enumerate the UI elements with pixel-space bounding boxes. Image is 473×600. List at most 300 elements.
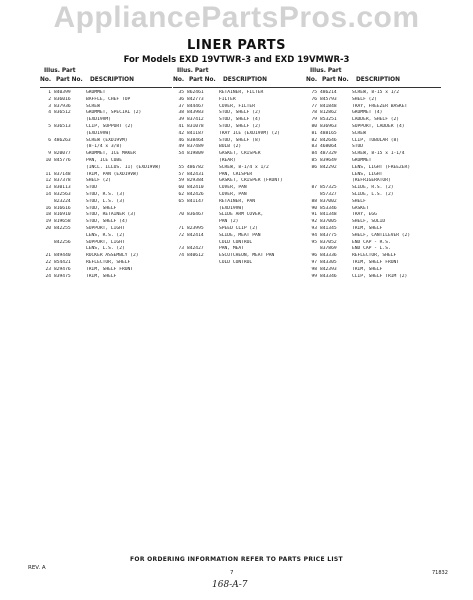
part-number: 849440 xyxy=(54,253,71,259)
part-description: COVER, PAN xyxy=(219,185,247,191)
illus-number: 78 xyxy=(311,110,317,116)
part-number: 836513 xyxy=(54,123,71,129)
parts-row xyxy=(306,144,441,151)
parts-row xyxy=(306,110,441,117)
part-number: 845776 xyxy=(54,157,71,163)
illus-number: 97 xyxy=(311,259,317,265)
parts-row xyxy=(173,131,306,138)
ordering-note: FOR ORDERING INFORMATION REFER TO PARTS PRICE LIST xyxy=(130,556,343,563)
part-number: 837412 xyxy=(187,117,204,123)
part-description: TRIM, PAN (EXD19VW) xyxy=(86,171,139,177)
part-number: 840612 xyxy=(187,253,204,259)
illus-number: 94 xyxy=(311,232,317,238)
illus-number xyxy=(173,158,187,165)
column-header xyxy=(173,68,306,88)
parts-row xyxy=(40,90,172,97)
part-description: LENS, LIGHT (FREEZER) xyxy=(352,164,411,170)
illus-number: 96 xyxy=(311,253,317,259)
part-number: 816910 xyxy=(54,212,71,218)
parts-row xyxy=(173,172,306,179)
illus-number xyxy=(40,117,54,124)
illus-number xyxy=(306,178,320,185)
illus-number: 19 xyxy=(45,219,51,225)
part-description: SCREW, 8-15 x 1-1/4 xyxy=(352,151,405,157)
part-description: STUD, SHELF (4) xyxy=(219,117,261,123)
header-illus: Illus. Part xyxy=(310,68,342,74)
part-number: 836467 xyxy=(187,212,204,218)
illus-number: 93 xyxy=(311,225,317,231)
illus-number: 57 xyxy=(178,171,184,177)
illus-number: 1 xyxy=(48,90,51,95)
parts-row xyxy=(173,124,306,131)
part-number: 837148 xyxy=(54,171,71,177)
illus-number: 22 xyxy=(45,259,51,265)
part-description: SCREW, 8-15 x 1/2 xyxy=(352,90,400,95)
parts-row xyxy=(173,185,306,192)
part-number: 841848 xyxy=(320,103,337,109)
illus-number: 91 xyxy=(311,212,317,218)
illus-number: 86 xyxy=(311,164,317,170)
header-description: DESCRIPTION xyxy=(223,77,267,83)
parts-row xyxy=(173,199,306,206)
parts-row xyxy=(306,274,441,281)
illus-number: 5 xyxy=(48,123,51,129)
parts-row xyxy=(306,240,441,247)
part-description: SHELF (2) xyxy=(352,96,377,102)
part-number: 840399 xyxy=(54,90,71,95)
part-number: 838464 xyxy=(187,137,204,143)
parts-row xyxy=(40,131,172,138)
part-number: 842646 xyxy=(320,137,337,143)
part-number: 843305 xyxy=(320,259,337,265)
part-number: 819658 xyxy=(54,219,71,225)
part-number xyxy=(320,178,352,185)
part-description: LENS, LIGHT xyxy=(352,171,383,177)
part-description: STUD xyxy=(86,185,98,191)
illus-number: 60 xyxy=(178,185,184,191)
parts-row xyxy=(40,110,172,117)
parts-row xyxy=(40,104,172,111)
part-number: 816616 xyxy=(54,205,71,211)
part-description: TRAY ICE (EXD19VM) (2) xyxy=(219,130,280,136)
illus-number xyxy=(173,206,187,213)
part-description: COLD CONTROL xyxy=(219,259,253,265)
illus-number xyxy=(306,246,320,253)
illus-number: 76 xyxy=(311,96,317,102)
parts-row xyxy=(40,267,172,274)
part-description: SUPPORT, LADDER (4) xyxy=(352,123,405,129)
illus-number xyxy=(173,240,187,247)
part-description: SLIDE, MEAT PAN xyxy=(219,232,261,238)
parts-row xyxy=(306,138,441,145)
header-illus: Illus. Part xyxy=(177,68,209,74)
parts-row xyxy=(306,185,441,192)
illus-number: 9 xyxy=(48,151,51,157)
illus-number: 14 xyxy=(45,191,51,197)
part-description: SPEED CLIP (2) xyxy=(219,225,258,231)
parts-list xyxy=(306,90,441,280)
part-number: 832563 xyxy=(54,191,71,197)
illus-number: 35 xyxy=(178,90,184,95)
illus-number: 71 xyxy=(178,225,184,231)
illus-number xyxy=(40,240,54,247)
parts-row xyxy=(40,233,172,240)
part-number xyxy=(54,165,86,172)
parts-row xyxy=(173,90,306,97)
part-description: SLIDE, R.S. (2) xyxy=(352,185,394,191)
illus-number: 36 xyxy=(178,96,184,102)
parts-row xyxy=(173,219,306,226)
part-description: TRIM, SHELF xyxy=(86,273,117,279)
parts-row xyxy=(40,274,172,281)
part-number: 854421 xyxy=(54,259,71,265)
parts-row xyxy=(306,97,441,104)
part-description: END CAP - R.S. xyxy=(352,239,391,245)
part-number xyxy=(54,233,86,240)
parts-row xyxy=(40,165,172,172)
illus-number: 46 xyxy=(178,137,184,143)
parts-row xyxy=(306,267,441,274)
parts-row xyxy=(306,206,441,213)
part-description: GROMMET (4) xyxy=(352,110,383,116)
illus-number xyxy=(40,144,54,151)
illus-number: 37 xyxy=(178,103,184,109)
parts-row xyxy=(306,199,441,206)
part-number: 829384 xyxy=(187,178,204,184)
part-number: 486263 xyxy=(54,137,71,143)
part-description: ESCUTCHEON, MEAT PAN xyxy=(219,253,275,259)
illus-number: 55 xyxy=(178,164,184,170)
part-number: 841187 xyxy=(187,130,204,136)
part-number: 836016 xyxy=(54,96,71,102)
illus-number: 4 xyxy=(48,110,51,116)
part-number: 486782 xyxy=(187,164,204,170)
part-number: 853346 xyxy=(320,205,337,211)
part-description: SUPPORT, LIGHT xyxy=(86,225,125,231)
illus-number xyxy=(40,199,54,206)
part-number: 837052 xyxy=(320,239,337,245)
part-number: 837936 xyxy=(54,103,71,109)
illus-number: 88 xyxy=(311,198,317,204)
part-number: 853251 xyxy=(320,117,337,123)
illus-number: 12 xyxy=(45,178,51,184)
illus-number: 49 xyxy=(178,144,184,150)
part-description: TRIM, SHELF xyxy=(352,266,383,272)
part-number xyxy=(187,240,219,247)
part-description: (REFRIGERATOR) xyxy=(352,178,391,184)
parts-row xyxy=(306,246,441,253)
parts-row xyxy=(40,97,172,104)
illus-number: 62 xyxy=(178,191,184,197)
parts-row xyxy=(40,206,172,213)
illus-number: 24 xyxy=(45,273,51,279)
part-number: 488165 xyxy=(320,130,337,136)
illus-number xyxy=(40,246,54,253)
illus-number: 18 xyxy=(45,212,51,218)
part-number: 823995 xyxy=(187,225,204,231)
parts-column-1 xyxy=(40,68,172,280)
part-description: CLIP, SUPPORT (2) xyxy=(86,123,134,129)
part-description: SHELF xyxy=(352,198,366,204)
parts-row xyxy=(173,117,306,124)
parts-row xyxy=(40,172,172,179)
page-subtitle: For Models EXD 19VTWR-3 and EXD 19VMWR-3 xyxy=(123,55,350,65)
part-number: 829476 xyxy=(54,266,71,272)
illus-number: 99 xyxy=(311,273,317,279)
part-number: 842426 xyxy=(187,191,204,197)
illus-number: 20 xyxy=(45,225,51,231)
part-description: LADDER, SHELF (2) xyxy=(352,117,400,123)
parts-row xyxy=(173,240,306,247)
illus-number: 65 xyxy=(178,198,184,204)
part-number: 468064 xyxy=(320,144,337,150)
parts-row xyxy=(306,260,441,267)
part-description: PAN, ICE CUBE xyxy=(86,157,122,163)
part-number xyxy=(54,144,86,151)
header-no: No. xyxy=(40,77,52,83)
part-number xyxy=(54,131,86,138)
handwritten-page-mark: 168-A-7 xyxy=(212,580,248,590)
part-number xyxy=(54,117,86,124)
illus-number: 72 xyxy=(178,232,184,238)
parts-row xyxy=(40,199,172,206)
part-description: SUPPORT, LIGHT xyxy=(86,239,125,245)
part-description: REFLECTOR, SHELF xyxy=(86,259,131,265)
part-number: 842773 xyxy=(187,96,204,102)
parts-list xyxy=(173,90,306,267)
illus-number: 21 xyxy=(45,253,51,259)
parts-row xyxy=(306,104,441,111)
illus-number: 42 xyxy=(178,130,184,136)
illus-number: 84 xyxy=(311,151,317,157)
part-number: 830113 xyxy=(54,185,71,191)
part-number: 843336 xyxy=(320,253,337,259)
part-description: TRIM, SHELF FRONT xyxy=(86,266,134,272)
part-description: GROMMET, SPECIAL (2) xyxy=(86,110,142,116)
part-description: SHELF (2) xyxy=(86,178,111,184)
part-number: 837869 xyxy=(320,246,337,252)
part-description: SCREW, 8-1/4 x 1/2 xyxy=(219,164,269,170)
part-description: BULB (2) xyxy=(219,144,242,150)
part-description: STUD, R.S. (3) xyxy=(86,191,125,197)
parts-row xyxy=(306,212,441,219)
part-number: 844467 xyxy=(187,103,204,109)
parts-row xyxy=(306,178,441,185)
part-number: 862461 xyxy=(187,90,204,95)
parts-row xyxy=(40,240,172,247)
page-number: 7 xyxy=(230,570,234,576)
parts-row xyxy=(173,144,306,151)
part-number: 839475 xyxy=(54,273,71,279)
parts-row xyxy=(40,124,172,131)
part-number: 820077 xyxy=(54,151,71,157)
header-illus: Illus. Part xyxy=(44,68,76,74)
illus-number: 2 xyxy=(48,96,51,102)
parts-row xyxy=(306,219,441,226)
illus-number: 11 xyxy=(45,171,51,177)
header-part: Part No. xyxy=(189,77,216,83)
illus-number: 79 xyxy=(311,117,317,123)
parts-row xyxy=(173,253,306,260)
parts-row xyxy=(40,178,172,185)
part-number: 837002 xyxy=(320,198,337,204)
illus-number: 87 xyxy=(311,185,317,191)
illus-number: 92 xyxy=(311,219,317,225)
part-description: STUD, SHELF (4) xyxy=(86,219,128,225)
parts-row xyxy=(40,185,172,192)
part-description: TRAY, FREEZER BASKET xyxy=(352,103,408,109)
part-description: GASKET xyxy=(352,205,369,211)
illus-number xyxy=(40,233,54,240)
part-number xyxy=(187,219,219,226)
part-number xyxy=(187,206,219,213)
part-number: 843983 xyxy=(187,110,204,116)
part-description: GROMMET, ICE MAKER xyxy=(86,151,136,157)
part-description: SCREW xyxy=(86,103,100,109)
part-description: TRIM, SHELF xyxy=(352,225,383,231)
illus-number: 39 xyxy=(178,117,184,123)
part-number: 486214 xyxy=(320,90,337,95)
illus-number: 95 xyxy=(311,239,317,245)
part-number: 842427 xyxy=(187,246,204,252)
parts-row xyxy=(306,131,441,138)
parts-row xyxy=(173,151,306,158)
parts-row xyxy=(173,165,306,172)
parts-row xyxy=(173,192,306,199)
part-description: (8-1/4 x 3/8) xyxy=(86,144,122,150)
illus-number: 90 xyxy=(311,205,317,211)
parts-row xyxy=(40,253,172,260)
illus-number: 23 xyxy=(45,266,51,272)
part-number: 812862 xyxy=(320,110,337,116)
part-description: (INCL. ILLUS. 11) (EXD19VW) xyxy=(86,164,161,170)
part-description: LENS, L.S. (2) xyxy=(86,246,125,252)
parts-row xyxy=(306,151,441,158)
part-description: PAN (2) xyxy=(219,219,239,225)
illus-number: 74 xyxy=(178,253,184,259)
part-description: TRAY, EGG xyxy=(352,212,377,218)
illus-number: 6 xyxy=(48,137,51,143)
part-number xyxy=(54,246,86,253)
illus-number: 16 xyxy=(45,205,51,211)
illus-number xyxy=(306,192,320,199)
illus-number: 38 xyxy=(178,110,184,116)
illus-number: 13 xyxy=(45,185,51,191)
part-number: 842393 xyxy=(320,266,337,272)
header-part: Part No. xyxy=(322,77,349,83)
part-number: 843775 xyxy=(320,232,337,238)
part-description: PAN, CRISPER xyxy=(219,171,253,177)
part-description: GASKET, CRISPER (FRONT) xyxy=(219,178,283,184)
part-number xyxy=(187,260,219,267)
page-title: LINER PARTS xyxy=(187,38,286,53)
part-description: SHELF, CANTILEVER (2) xyxy=(352,232,411,238)
parts-row xyxy=(173,158,306,165)
part-number: 837005 xyxy=(320,219,337,225)
part-description: STUD, SHELF (2) xyxy=(219,110,261,116)
part-description: STUD xyxy=(352,144,364,150)
part-description: (EXD19VW) xyxy=(219,205,244,211)
parts-row xyxy=(306,117,441,124)
parts-row xyxy=(306,165,441,172)
parts-row xyxy=(173,206,306,213)
parts-row xyxy=(40,158,172,165)
illus-number: 83 xyxy=(311,144,317,150)
part-number: 842431 xyxy=(187,171,204,177)
part-description: SLIDE ARM COVER, xyxy=(219,212,264,218)
illus-number xyxy=(173,260,187,267)
illus-number: 10 xyxy=(45,157,51,163)
parts-row xyxy=(306,172,441,179)
illus-number: 81 xyxy=(311,130,317,136)
part-description: END CAP - L.S. xyxy=(352,246,391,252)
page-code: 71832 xyxy=(432,570,448,576)
parts-row xyxy=(173,138,306,145)
column-header xyxy=(306,68,441,88)
parts-row xyxy=(173,104,306,111)
part-description: STUD, RETAINER (3) xyxy=(86,212,136,218)
illus-number xyxy=(173,219,187,226)
part-number: 841348 xyxy=(320,212,337,218)
part-number: 842255 xyxy=(54,225,71,231)
illus-number xyxy=(40,165,54,172)
part-description: SHELF, SOLID xyxy=(352,219,386,225)
part-number xyxy=(320,172,352,179)
parts-list xyxy=(40,90,172,280)
parts-row xyxy=(306,226,441,233)
part-description: SCREW (EXD19VM) xyxy=(86,137,128,143)
parts-row xyxy=(40,246,172,253)
part-description: RETAINER, FILTER xyxy=(219,90,264,95)
parts-row xyxy=(173,212,306,219)
parts-row xyxy=(306,90,441,97)
parts-row xyxy=(173,97,306,104)
part-number: 836963 xyxy=(320,123,337,129)
part-number: 843346 xyxy=(320,273,337,279)
illus-number xyxy=(306,172,320,179)
part-number: 819809 xyxy=(187,151,204,157)
part-description: PAN, MEAT xyxy=(219,246,244,252)
part-description: STUD, SHELF (8) xyxy=(219,137,261,143)
parts-row xyxy=(306,124,441,131)
part-number: 841147 xyxy=(187,198,204,204)
parts-row xyxy=(40,226,172,233)
parts-row xyxy=(306,253,441,260)
part-description: GROMMET xyxy=(352,157,372,163)
part-description: CLIP, SHELF TRIM (2) xyxy=(352,273,408,279)
part-number: 857327 xyxy=(320,191,337,197)
parts-column-2 xyxy=(173,68,306,267)
parts-row xyxy=(173,233,306,240)
parts-row xyxy=(40,144,172,151)
part-number: 839649 xyxy=(320,157,337,163)
part-description: (EXD19VM) xyxy=(86,117,111,123)
illus-number: 54 xyxy=(178,151,184,157)
part-number: 842410 xyxy=(187,185,204,191)
part-number xyxy=(187,158,219,165)
part-number: 831078 xyxy=(187,123,204,129)
part-number: 823224 xyxy=(54,198,71,204)
header-description: DESCRIPTION xyxy=(356,77,400,83)
column-header xyxy=(40,68,172,88)
parts-row xyxy=(306,158,441,165)
part-description: RETAINER, PAN xyxy=(219,198,255,204)
part-description: CLIP, TUBULAR (8) xyxy=(352,137,400,143)
part-description: (REAR) xyxy=(219,157,236,163)
parts-row xyxy=(306,233,441,240)
illus-number: 70 xyxy=(178,212,184,218)
parts-row xyxy=(173,110,306,117)
